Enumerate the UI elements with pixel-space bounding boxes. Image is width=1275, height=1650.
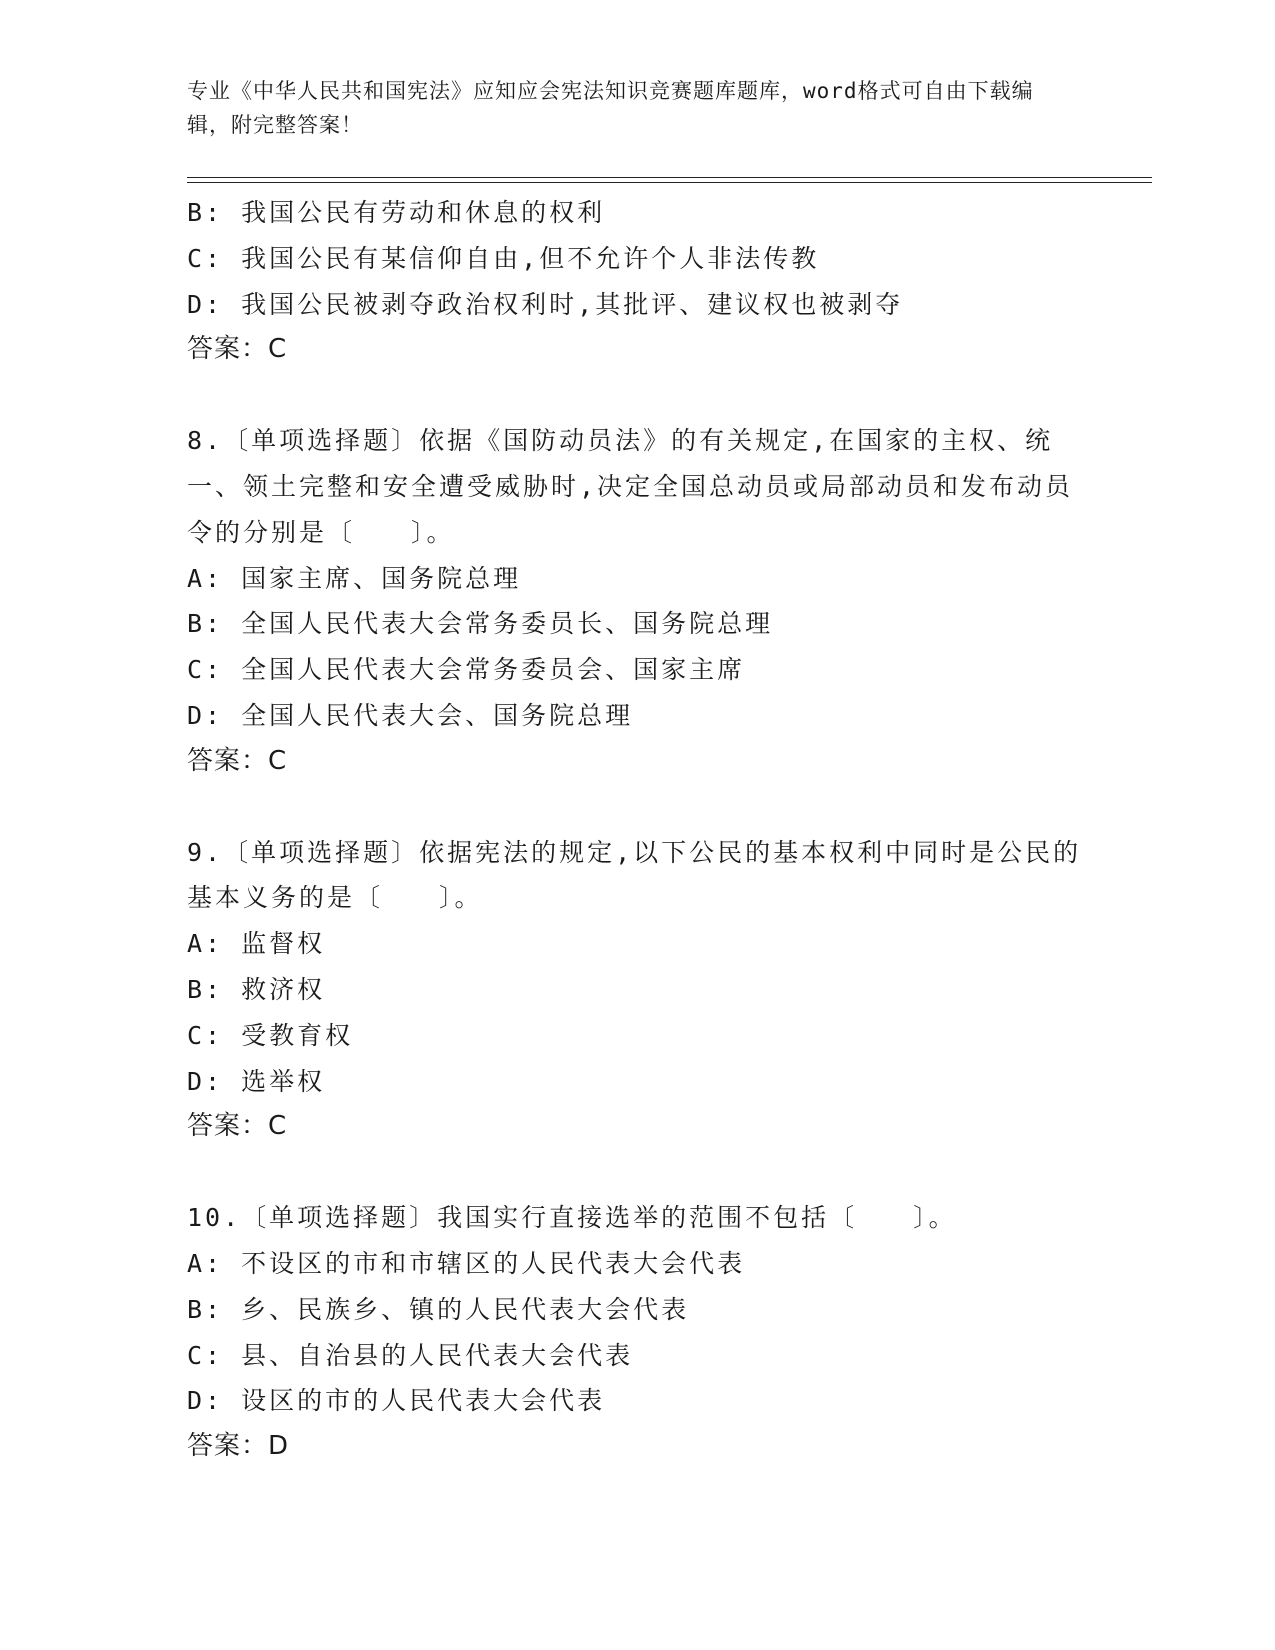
question-block-7 — [187, 190, 1087, 373]
document-header: 专业《中华人民共和国宪法》应知应会宪法知识竞赛题库题库，word格式可自由下载编辑，附完整答案！ — [187, 79, 1034, 137]
option-b: B: 乡、民族乡、镇的人民代表大会代表 — [187, 1294, 690, 1324]
option-c: C: 县、自治县的人民代表大会代表 — [187, 1340, 634, 1370]
option-b: B: 我国公民有劳动和休息的权利 — [187, 198, 606, 227]
spacer — [187, 785, 1087, 830]
option-b: B: 救济权 — [187, 974, 326, 1004]
question-block-10 — [187, 1195, 1087, 1470]
option-d: D: 全国人民代表大会、国务院总理 — [187, 700, 634, 730]
answer: 答案：C — [187, 1111, 288, 1142]
option-c: C: 我国公民有某信仰自由,但不允许个人非法传教 — [187, 243, 820, 273]
header-rule-bottom — [187, 182, 1152, 183]
question-content — [187, 190, 1087, 1470]
answer: 答案：C — [187, 745, 288, 776]
answer: 答案：C — [187, 334, 288, 365]
question-text: 9.〔单项选择题〕依据宪法的规定,以下公民的基本权利中同时是公民的基本义务的是〔 〕。 — [187, 837, 1082, 913]
question-text: 8.〔单项选择题〕依据《国防动员法》的有关规定,在国家的主权、统一、领土完整和安全遭受威胁时,决定全国总动员或局部动员和发布动员令的分别是〔 〕。 — [187, 426, 1074, 547]
option-c: C: 受教育权 — [187, 1020, 354, 1050]
option-d: D: 我国公民被剥夺政治权利时,其批评、建议权也被剥夺 — [187, 289, 904, 319]
spacer — [187, 373, 1087, 418]
question-text: 10.〔单项选择题〕我国实行直接选举的范围不包括〔 〕。 — [187, 1203, 957, 1233]
option-d: D: 设区的市的人民代表大会代表 — [187, 1386, 606, 1416]
option-a: A: 监督权 — [187, 929, 326, 959]
option-d: D: 选举权 — [187, 1066, 326, 1096]
header-rule-top — [187, 177, 1152, 178]
option-b: B: 全国人民代表大会常务委员长、国务院总理 — [187, 609, 774, 639]
question-block-9 — [187, 830, 1087, 1151]
spacer — [187, 1150, 1087, 1195]
option-a: A: 不设区的市和市辖区的人民代表大会代表 — [187, 1248, 746, 1278]
answer: 答案：D — [187, 1431, 290, 1462]
option-a: A: 国家主席、国务院总理 — [187, 563, 522, 593]
question-block-8 — [187, 418, 1087, 784]
option-c: C: 全国人民代表大会常务委员会、国家主席 — [187, 655, 746, 685]
